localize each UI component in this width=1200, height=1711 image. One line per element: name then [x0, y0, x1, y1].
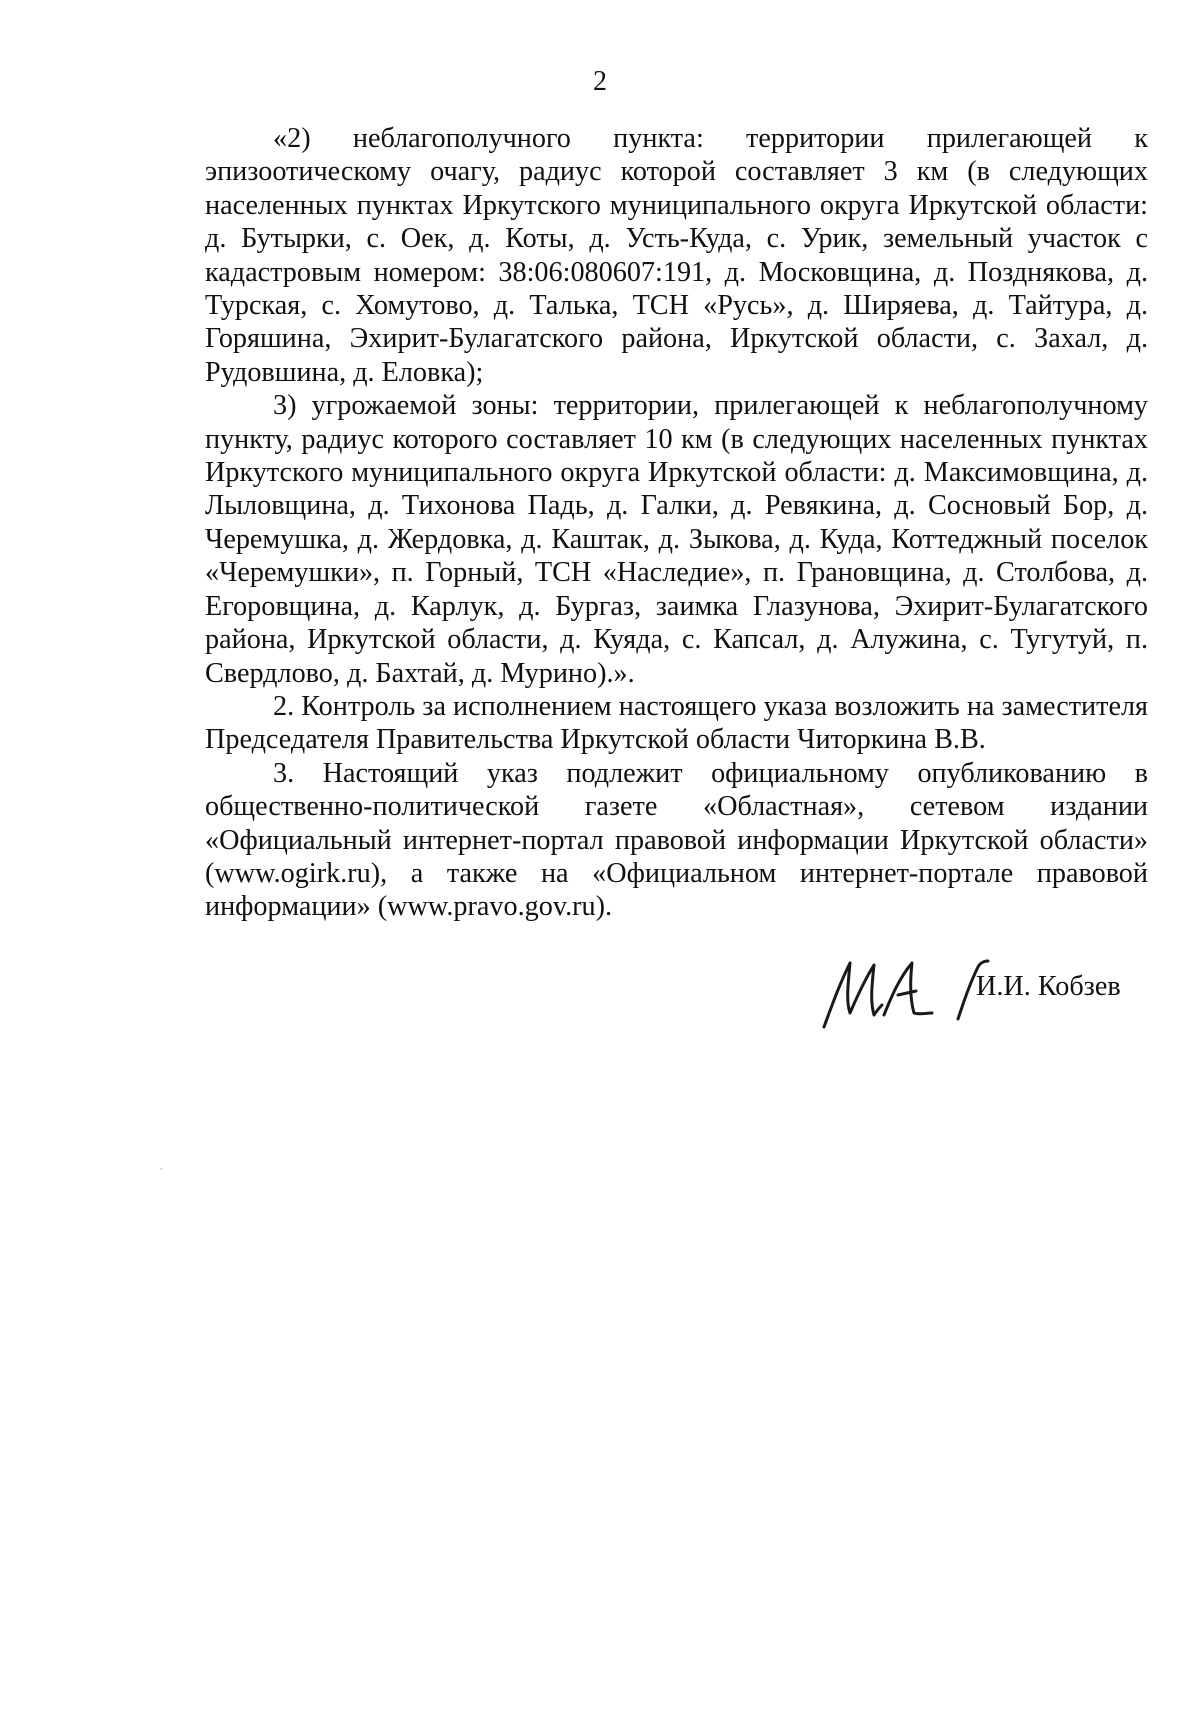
paragraph-publication: 3. Настоящий указ подлежит официальному опубликованию в общественно-политической газете «Областная», сетевом издании «Официальный интернет-портал правовой информации Иркутской области» (www.ogirk.ru), а также на «Официальном интернет-портале правовой информации» (www.pravo.gov.ru).	[205, 757, 1148, 923]
page-number: 2	[593, 66, 607, 97]
paragraph-control: 2. Контроль за исполнением настоящего указа возложить на заместителя Председателя Правительства Иркутской области Читоркина В.В.	[205, 690, 1148, 756]
paragraph-threatened-zone: 3) угрожаемой зоны: территории, прилегающей к неблагополучному пункту, радиус которого составляет 10 км (в следующих населенных пунктах Иркутского муниципального округа Иркутской области: д. Максимовщина, д. Лыловщина, д. Тихонова Падь, д. Галки, д. Ревякина, д. Сосновый Бор, д. Черемушка, д. Жердовка, д. Каштак, д. Зыкова, д. Куда, Коттеджный поселок «Черемушки», п. Горный, ТСН «Наследие», п. Грановщина, д. Столбова, д. Егоровщина, д. Карлук, д. Бургаз, заимка Глазунова, Эхирит-Булагатского района, Иркутской области, д. Куяда, с. Капсал, д. Алужина, с. Тугутуй, п. Свердлово, д. Бахтай, д. Мурино).».	[205, 390, 1148, 689]
handwritten-signature	[820, 955, 990, 1035]
document-body	[205, 122, 1148, 924]
paragraph-infected-point: «2) неблагополучного пункта: территории прилегающей к эпизоотическому очагу, радиус которой составляет 3 км (в следующих населенных пунктах Иркутского муниципального округа Иркутской области: д. Бутырки, с. Оек, д. Коты, д. Усть-Куда, с. Урик, земельный участок с кадастровым номером: 38:06:080607:191, д. Московщина, д. Позднякова, д. Турская, с. Хомутово, д. Талька, ТСН «Русь», д. Ширяева, д. Тайтура, д. Горяшина, Эхирит-Булагатского района, Иркутской области, с. Захал, д. Рудовшина, д. Еловка);	[205, 123, 1148, 388]
signature-block	[820, 955, 1140, 1035]
signer-name: И.И. Кобзев	[976, 971, 1121, 1002]
scan-artifact	[160, 1168, 162, 1170]
